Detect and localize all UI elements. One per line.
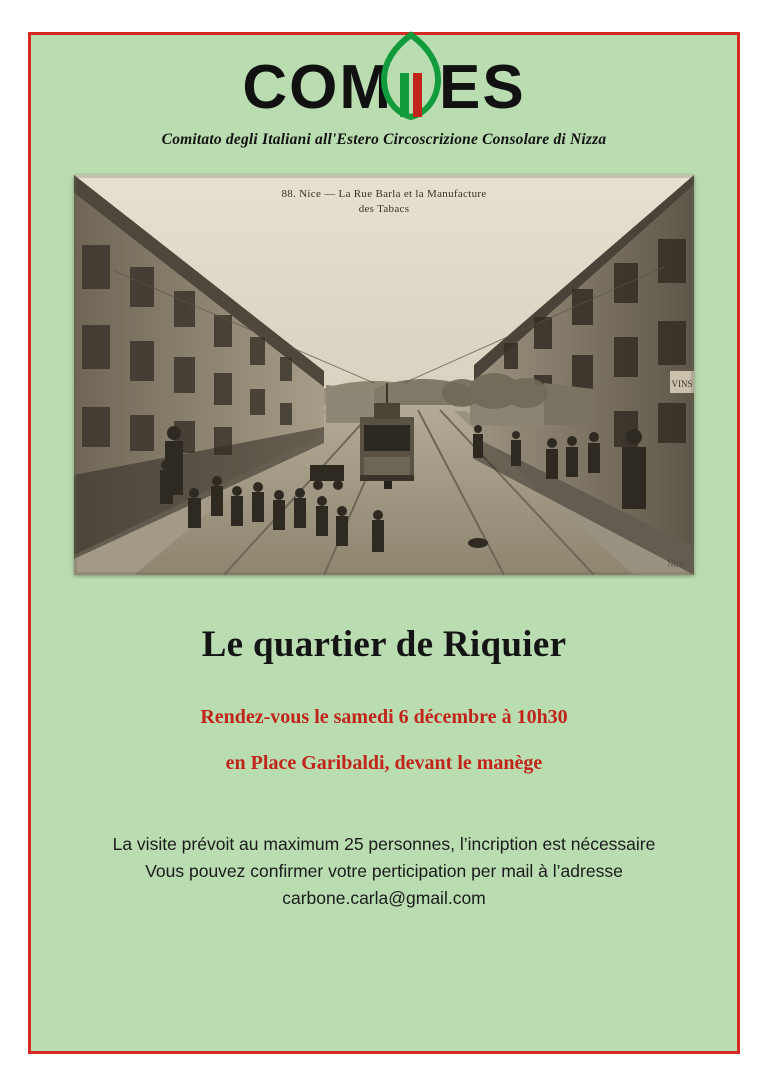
svg-text:VINS: VINS (671, 379, 693, 389)
photo-caption-line-1: 88. Nice — La Rue Barla et la Manufacture (281, 188, 487, 200)
wordmark-left: COM (242, 53, 393, 122)
contact-email[interactable]: carbone.carla@gmail.com (282, 888, 486, 909)
note-line-1: La visite prévoit au maximum 25 personnes, l’incription est nécessaire (112, 834, 656, 854)
poster (28, 32, 740, 1054)
logo-block (31, 35, 737, 149)
photo-corner-note: Nice (667, 559, 684, 569)
historic-photo-graphic (74, 175, 694, 575)
photo-caption (74, 187, 694, 217)
wordmark-right: ES (438, 53, 526, 122)
photo-caption-line-2: des Tabacs (358, 202, 410, 215)
comites-wordmark (242, 53, 526, 122)
meeting-line-1: Rendez-vous le samedi 6 décembre à 10h30 (200, 706, 568, 728)
poster-inner (31, 35, 737, 1051)
meeting-line-2: en Place Garibaldi, devant le manège (225, 752, 543, 774)
logo-tagline: Comitato degli Italiani all'Estero Circoscrizione Consolare di Nizza (161, 131, 607, 148)
historic-photo (74, 175, 694, 575)
registration-note (31, 831, 737, 912)
note-line-2: Vous pouvez confirmer votre perticipation per mail à l’adresse (145, 861, 623, 882)
page-title: Le quartier de Riquier (201, 624, 567, 665)
